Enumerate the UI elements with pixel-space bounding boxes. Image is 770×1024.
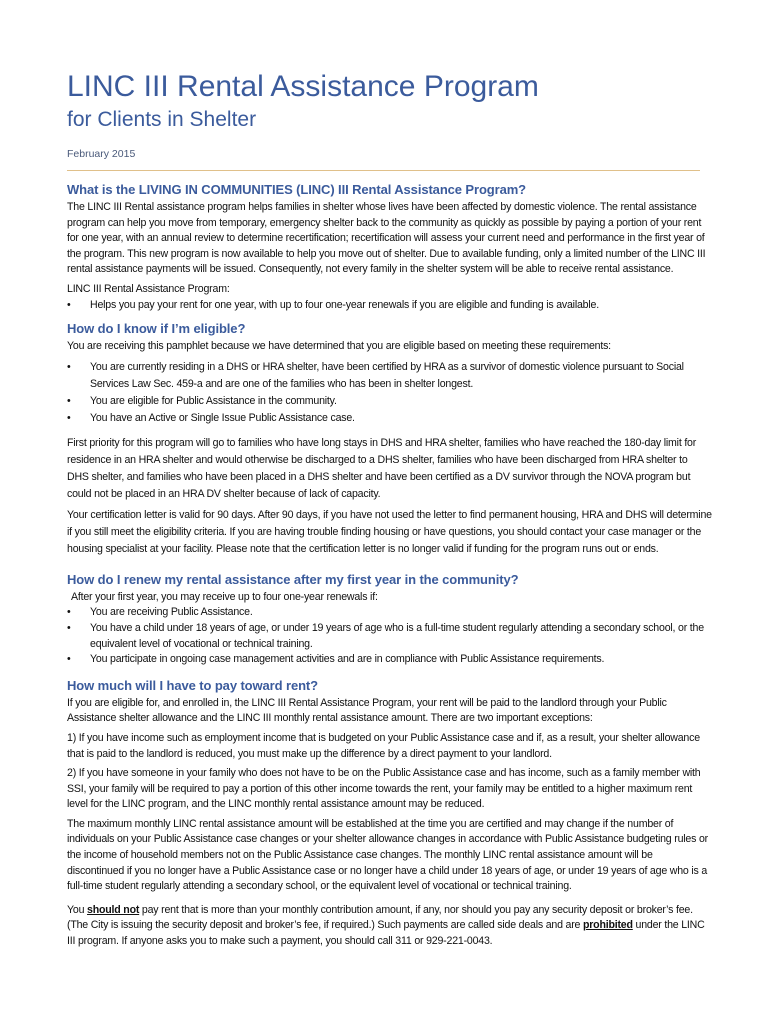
section-heading-intro: What is the LIVING IN COMMUNITIES (LINC) III Rental Assistance Program? (67, 182, 527, 197)
eligibility-certification-paragraph: Your certification letter is valid for 90 days. After 90 days, if you have not used the letter to find permanent housing, HRA and DHS will determine if you still meet the eligibility criteria. If you are having trouble finding housing or have questions, you should contact your case manager or the housing specialist at your facility. Please note that the certification letter is no longer valid if funding for the program runs out or ends. (67, 508, 712, 555)
eligibility-priority-paragraph: First priority for this program will go to families who have long stays in DHS and HRA shelter, families who have reached the 180-day limit for residence in an HRA shelter and would otherwise be discharged to a DHS shelter, families who have been discharged from HRA shelter to DHS shelter, and families who have been placed in a DHS shelter and have been certified as a DV survivor through the NOVA program but could not be placed in an HRA DV shelter because of lack of capacity. (67, 436, 697, 500)
eligibility-bullet-list (67, 359, 712, 427)
publication-date: February 2015 (67, 148, 136, 160)
list-item: • You are currently residing in a DHS or HRA shelter, have been certified by HRA as a survivor of domestic violence pursuant to Social Services Law Sec. 459-a and are one of the families who has been in shelter longest. (67, 359, 712, 393)
section-heading-eligibility: How do I know if I’m eligible? (67, 321, 246, 337)
payment-paragraph-1: If you are eligible for, and enrolled in, the LINC III Rental Assistance Program, your rent will be paid to the landlord through your Public Assistance shelter allowance and the LINC III monthly rental assistance amount. There are two important exceptions: (67, 696, 667, 725)
payment-paragraph-4: The maximum monthly LINC rental assistance amount will be established at the time you are certified and may change if the number of individuals on your Public Assistance case changes or your shelter allowance changes in accordance with Public Assistance budgeting rules or the income of household members not on the Public Assistance case changes. The monthly LINC rental assistance amount will be discontinued if you no longer have a Public Assistance case or no longer have a child under 18 years of age, or under 19 years of age who is a full-time student regularly attending a secondary school, or the equivalent level of vocational or technical training. (67, 817, 708, 893)
list-item: • You have an Active or Single Issue Public Assistance case. (67, 410, 712, 427)
page-title: LINC III Rental Assistance Program (67, 70, 539, 103)
section-eligibility (67, 321, 712, 558)
list-item: • You are eligible for Public Assistance in the community. (67, 393, 712, 410)
list-item: • You participate in ongoing case management activities and are in compliance with Public Assistance requirements. (67, 652, 712, 668)
title-divider (67, 170, 700, 171)
intro-bullet-list (67, 298, 712, 314)
renewal-intro: After your first year, you may receive up to four one-year renewals if: (71, 590, 378, 603)
page-subtitle: for Clients in Shelter (67, 108, 257, 131)
list-item: • Helps you pay your rent for one year, with up to four one-year renewals if you are eligible and funding is available. (67, 298, 712, 314)
renewal-bullet-list (67, 605, 712, 667)
emphasis-prohibited: prohibited (582, 919, 633, 932)
payment-paragraph-2: 1) If you have income such as employment income that is budgeted on your Public Assistance case and if, as a result, your shelter allowance that is paid to the landlord is reduced, you must make up the difference by a direct payment to your landlord. (67, 731, 700, 760)
section-heading-renewal: How do I renew my rental assistance after my first year in the community? (67, 571, 519, 587)
document-body (67, 182, 712, 954)
intro-paragraph: The LINC III Rental assistance program helps families in shelter whose lives have been affected by domestic violence. The rental assistance program can help you move from temporary, emergency shelter back to the community as quickly as possible by paying a portion of your rent for one year, with an annual review to determine recertification; recertification will assess your current need and performance in the first year of the program. This new program is now available to help you move out of shelter. Due to available funding, only a limited number of the LINC III rental assistance payments will be issued. Consequently, not every family in the shelter system will be able to receive rental assistance. (67, 201, 706, 276)
final-text-post: under the LINC III program. If anyone asks you to make such a payment, you should call 311 or 929-221-0043. (67, 919, 705, 948)
section-heading-payment: How much will I have to pay toward rent? (67, 677, 318, 693)
payment-paragraph-3: 2) If you have someone in your family who does not have to be on the Public Assistance case and has income, such as a family member with SSI, your family will be required to pay a portion of this other income towards the rent, your family may be entitled to a higher maximum rent level for the LINC program, and the LINC monthly rental assistance amount may be reduced. (67, 767, 701, 811)
payment-final-paragraph (67, 903, 712, 950)
list-item: • You are receiving Public Assistance. (67, 605, 712, 621)
intro-list-label: LINC III Rental Assistance Program: (67, 282, 230, 295)
section-renewal (67, 572, 712, 668)
final-text-mid: pay rent that is more than your monthly contribution amount, if any, nor should you pay any security deposit or broker’s fee. (The City is issuing the security deposit and broker’s fee, if required.) Such payments are called side deals and are (67, 903, 693, 932)
section-intro (67, 182, 712, 313)
list-item: • You have a child under 18 years of age, or under 19 years of age who is a full-time student regularly attending a secondary school, or the equivalent level of vocational or technical training. (67, 621, 712, 652)
emphasis-should-not: should not (87, 903, 140, 916)
final-text-pre: You (67, 903, 88, 916)
section-payment (67, 678, 712, 950)
eligibility-intro: You are receiving this pamphlet because we have determined that you are eligible based on meeting these requirements: (67, 340, 611, 353)
